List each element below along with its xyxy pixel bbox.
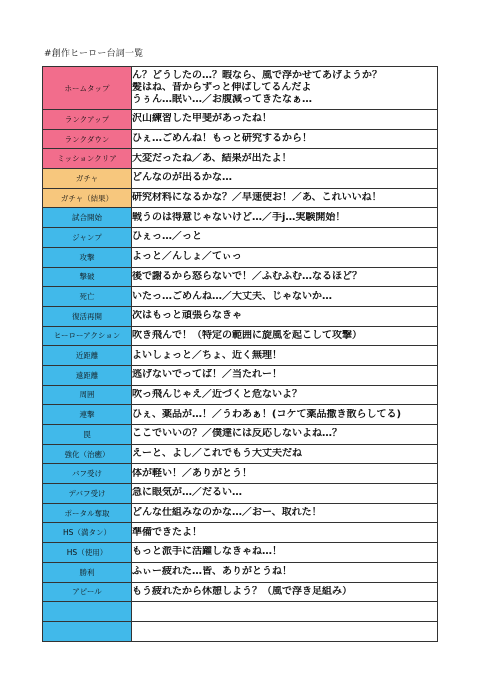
dialogue-cell: [132, 149, 438, 169]
table-row: [43, 228, 438, 248]
category-cell: ジャンプ: [43, 228, 132, 248]
dialogue-cell: [132, 267, 438, 287]
table-row: [43, 582, 438, 602]
dialogue-line: よっと／んしょ／てぃっ: [132, 251, 242, 263]
dialogue-table: [42, 66, 438, 642]
category-cell: アピール: [43, 582, 132, 602]
category-cell: 撃破: [43, 267, 132, 287]
dialogue-cell: [132, 287, 438, 307]
table-row: [43, 365, 438, 385]
document-title: #創作ヒーロー台詞一覧: [44, 49, 144, 59]
category-cell: ランクアップ: [43, 110, 132, 130]
category-cell: 試合開始: [43, 208, 132, 228]
table-row: [43, 208, 438, 228]
dialogue-line: 準備できたよ！: [132, 526, 202, 538]
table-row: [43, 602, 438, 622]
dialogue-line: ひぇ…ごめんね！もっと研究するから！: [132, 133, 312, 145]
table-row: [43, 425, 438, 445]
dialogue-cell: [132, 188, 438, 208]
dialogue-line: 次はもっと頑張らなきゃ: [132, 310, 242, 322]
dialogue-cell: [132, 228, 438, 248]
dialogue-cell: [132, 464, 438, 484]
table-row: [43, 523, 438, 543]
category-cell: バフ受け: [43, 464, 132, 484]
dialogue-line: もう疲れたから休憩しよう？（風で浮き足組み）: [132, 585, 352, 597]
dialogue-line: 沢山練習した甲斐があったね！: [132, 113, 272, 125]
table-row: [43, 326, 438, 346]
dialogue-line: 吹き飛んで！（特定の範囲に旋風を起こして攻撃）: [132, 329, 362, 341]
table-row: [43, 169, 438, 189]
table-row: [43, 267, 438, 287]
dialogue-line: よいしょっと／ちょ、近く無理！: [132, 349, 282, 361]
category-cell: ガチャ: [43, 169, 132, 189]
category-cell: 死亡: [43, 287, 132, 307]
dialogue-cell: [132, 129, 438, 149]
category-cell: 近距離: [43, 346, 132, 366]
dialogue-cell: [132, 208, 438, 228]
dialogue-line: どんな仕組みなのかな…／おー、取れた！: [132, 507, 322, 519]
table-row: [43, 543, 438, 563]
dialogue-line: 急に眼気が…／だるい…: [132, 487, 242, 499]
table-row: [43, 306, 438, 326]
table-row: [43, 385, 438, 405]
dialogue-cell: [132, 484, 438, 504]
dialogue-line: 髪はね、昔からずっと伸ばしてるんだよ: [132, 82, 312, 93]
category-cell: ヒーローアクション: [43, 326, 132, 346]
dialogue-line: 逃げないでってば！／当たれー！: [132, 369, 282, 381]
dialogue-cell: [132, 306, 438, 326]
table-row: [43, 129, 438, 149]
category-cell: ポータル奪取: [43, 503, 132, 523]
dialogue-cell: [132, 346, 438, 366]
dialogue-cell: [132, 523, 438, 543]
dialogue-cell: [132, 503, 438, 523]
dialogue-line: ふぃー疲れた…皆、ありがとうね！: [132, 566, 292, 578]
dialogue-cell: [132, 67, 438, 110]
dialogue-line: えーと、よし／これでもう大丈夫だね: [132, 448, 302, 460]
category-cell: デバフ受け: [43, 484, 132, 504]
dialogue-cell: [132, 247, 438, 267]
dialogue-line: ここでいいの？／僕達には反応しないよね…？: [132, 428, 342, 440]
table-row: [43, 67, 438, 110]
category-cell: 連撃: [43, 405, 132, 425]
dialogue-line: 研究材料になるかな？／早速使お！／あ、これいいね！: [132, 192, 382, 204]
table-row: [43, 464, 438, 484]
category-cell: HS（満タン）: [43, 523, 132, 543]
dialogue-line: うぅん…眠い…／お腹減ってきたなぁ…: [132, 94, 312, 105]
dialogue-cell: [132, 110, 438, 130]
table-row: [43, 405, 438, 425]
dialogue-line: 吹っ飛んじゃえ／近づくと危ないよ？: [132, 388, 302, 400]
table-row: [43, 110, 438, 130]
table-row: [43, 503, 438, 523]
category-cell: 攻撃: [43, 247, 132, 267]
category-cell: 復活再開: [43, 306, 132, 326]
dialogue-cell: [132, 543, 438, 563]
dialogue-cell: [132, 621, 438, 641]
dialogue-cell: [132, 425, 438, 445]
category-cell: 強化（治癒）: [43, 444, 132, 464]
category-cell: 周囲: [43, 385, 132, 405]
category-cell: 罠: [43, 425, 132, 445]
category-cell: [43, 602, 132, 622]
category-cell: ミッションクリア: [43, 149, 132, 169]
dialogue-line: ひぇっ…／っと: [132, 231, 202, 243]
dialogue-cell: [132, 169, 438, 189]
dialogue-cell: [132, 326, 438, 346]
dialogue-cell: [132, 444, 438, 464]
table-row: [43, 287, 438, 307]
table-row: [43, 562, 438, 582]
dialogue-cell: [132, 562, 438, 582]
table-row: [43, 247, 438, 267]
dialogue-line: 大変だったね／あ、結果が出たよ！: [132, 152, 292, 164]
dialogue-cell: [132, 602, 438, 622]
table-row: [43, 149, 438, 169]
table-row: [43, 484, 438, 504]
category-cell: ガチャ（結果）: [43, 188, 132, 208]
dialogue-cell: [132, 365, 438, 385]
category-cell: [43, 621, 132, 641]
dialogue-line: 戦うのは得意じゃないけど…／手j…実験開始！: [132, 211, 346, 223]
category-cell: 勝利: [43, 562, 132, 582]
table-row: [43, 621, 438, 641]
dialogue-cell: [132, 405, 438, 425]
category-cell: ランクダウン: [43, 129, 132, 149]
category-cell: 遠距離: [43, 365, 132, 385]
dialogue-line: いたっ…ごめんね…／大丈夫、じゃないか…: [132, 290, 332, 302]
dialogue-cell: [132, 385, 438, 405]
dialogue-cell: [132, 582, 438, 602]
dialogue-line: 体が軽い！／ありがとう！: [132, 467, 252, 479]
dialogue-line: 後で謝るから怒らないで！／ふむふむ…なるほど？: [132, 270, 362, 282]
dialogue-line: ん？どうしたの…？暇なら、風で浮かせてあげようか？: [132, 70, 382, 81]
category-cell: HS（使用）: [43, 543, 132, 563]
category-cell: ホームタップ: [43, 67, 132, 110]
dialogue-line: もっと派手に活躍しなきゃね…！: [132, 546, 282, 558]
dialogue-line: どんなのが出るかな…: [132, 172, 232, 184]
dialogue-line: ひぇ、薬品が…！／うわあぁ！(コケて薬品撒き散らしてる): [132, 408, 402, 420]
table-row: [43, 188, 438, 208]
table-row: [43, 444, 438, 464]
table-row: [43, 346, 438, 366]
